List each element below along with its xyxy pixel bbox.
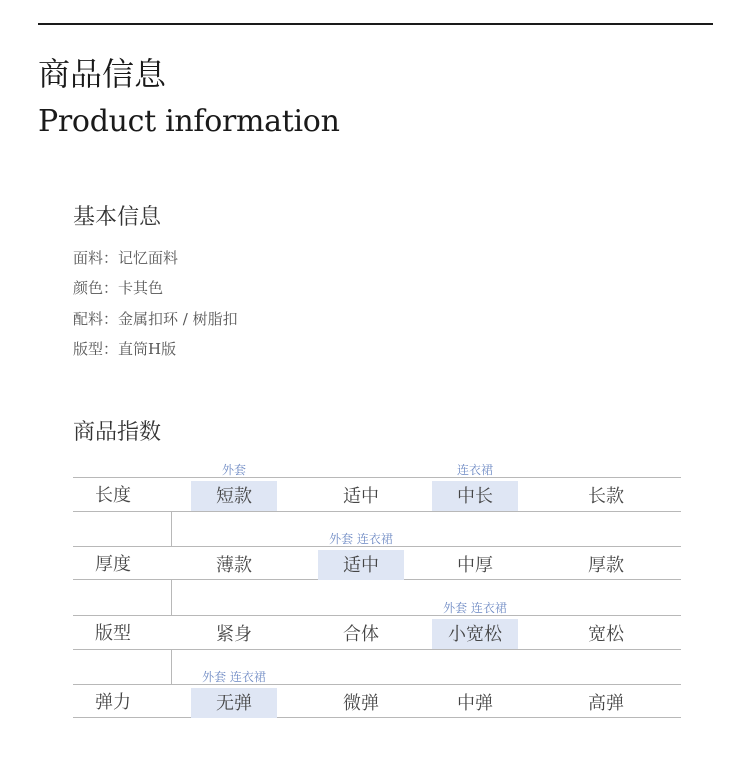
table-rule-vertical <box>171 579 172 615</box>
index-option-tag: 外套 连衣裙 <box>329 532 393 546</box>
index-option: 适中 <box>318 550 404 580</box>
index-option: 中弹 <box>457 693 493 714</box>
table-rule <box>73 615 681 616</box>
index-option: 中厚 <box>457 555 493 576</box>
table-rule <box>73 477 681 478</box>
product-index-table <box>73 463 681 723</box>
index-option: 短款 <box>191 481 277 511</box>
index-option: 高弹 <box>588 693 624 714</box>
info-item-fit: 版型：直筒H版 <box>73 339 177 358</box>
index-option: 微弹 <box>343 693 379 714</box>
index-option: 长款 <box>588 486 624 507</box>
basic-info-title: 基本信息 <box>73 205 162 230</box>
index-row-label: 弹力 <box>95 692 131 713</box>
table-rule <box>73 684 681 685</box>
table-rule <box>171 649 681 650</box>
page-title-cn: 商品信息 <box>38 55 167 93</box>
index-option: 适中 <box>343 486 379 507</box>
index-option-tag: 外套 连衣裙 <box>443 601 507 615</box>
index-option: 宽松 <box>588 624 624 645</box>
table-rule <box>171 511 681 512</box>
index-option: 厚款 <box>588 555 624 576</box>
basic-info-list <box>73 243 238 364</box>
table-rule-vertical <box>171 511 172 546</box>
top-divider <box>38 23 713 25</box>
index-option-tag: 外套 <box>221 463 246 477</box>
index-option: 中长 <box>432 481 518 511</box>
index-option: 合体 <box>343 624 379 645</box>
info-item-fabric: 面料：记忆面料 <box>73 249 179 267</box>
index-option: 无弹 <box>191 688 277 718</box>
index-option-tag: 连衣裙 <box>456 463 493 477</box>
index-row-label: 版型 <box>95 623 131 644</box>
table-rule-vertical <box>171 649 172 684</box>
info-item-color: 颜色：卡其色 <box>73 279 164 298</box>
page-title-en: Product information <box>38 104 340 139</box>
index-option: 紧身 <box>216 624 252 645</box>
table-rule <box>73 546 681 547</box>
index-row-label: 厚度 <box>95 554 131 575</box>
product-index-title: 商品指数 <box>73 420 162 445</box>
info-item-accessories: 配料：金属扣环 / 树脂扣 <box>73 309 238 328</box>
index-row-label: 长度 <box>95 485 131 506</box>
index-option: 小宽松 <box>432 619 518 649</box>
index-option: 薄款 <box>216 555 252 576</box>
index-option-tag: 外套 连衣裙 <box>202 670 266 684</box>
